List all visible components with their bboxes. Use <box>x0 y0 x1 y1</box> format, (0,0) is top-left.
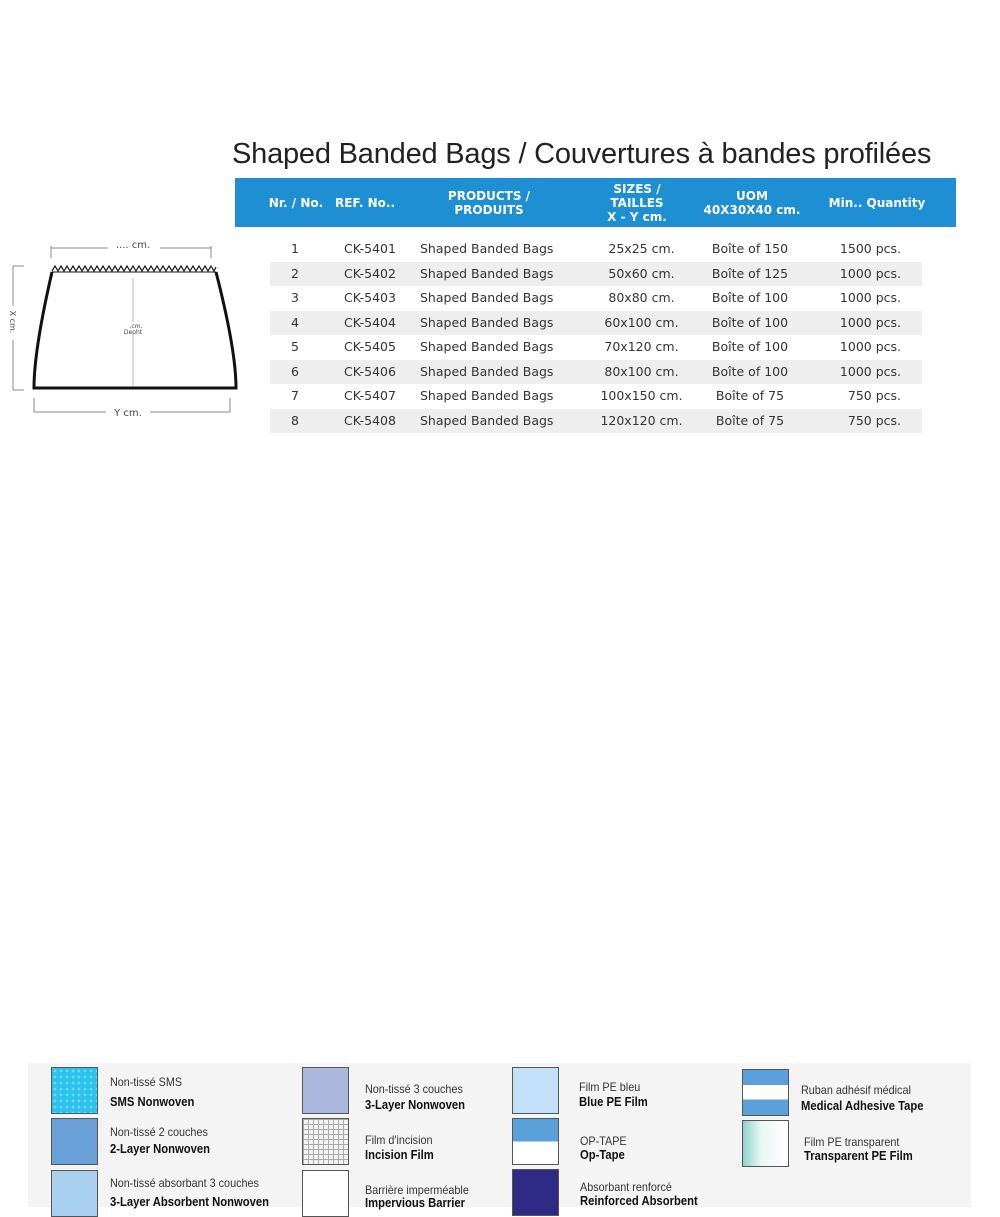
legend-label-fr: Absorbant renforcé <box>580 1180 672 1194</box>
cell-uom: Boîte of 75 <box>715 388 785 403</box>
cell-ref: CK-5407 <box>344 388 396 403</box>
cell-uom: Boîte of 150 <box>711 241 789 256</box>
side-dimension-label: X cm. <box>8 310 17 334</box>
cell-ref: CK-5406 <box>344 363 396 379</box>
cell-quantity: 1000 pcs. <box>839 314 901 330</box>
cell-quantity: 750 pcs. <box>847 412 901 428</box>
cell-ref: CK-5405 <box>344 339 396 354</box>
cell-nr: 1 <box>291 241 299 256</box>
cell-product: Shaped Banded Bags <box>420 363 554 379</box>
legend-label-fr: Non-tissé SMS <box>110 1075 183 1089</box>
op-tape-swatch <box>512 1118 559 1165</box>
depth-label: Depht <box>123 329 143 336</box>
cell-ref: CK-5404 <box>344 314 396 330</box>
cell-nr: 3 <box>291 290 299 305</box>
table-row <box>270 311 922 336</box>
cell-size: 80x80 cm. <box>608 290 675 305</box>
legend-label-fr: Ruban adhésif médical <box>801 1083 911 1097</box>
cell-nr: 4 <box>291 314 299 330</box>
cell-quantity: 1000 pcs. <box>839 290 901 305</box>
bag-outline-illustration <box>8 240 248 420</box>
cell-product: Shaped Banded Bags <box>420 265 554 281</box>
cell-size: 120x120 cm. <box>600 412 683 428</box>
cell-nr: 8 <box>291 412 299 428</box>
legend-label-en: Blue PE Film <box>579 1095 648 1109</box>
legend-label-en: Op-Tape <box>580 1148 625 1162</box>
legend-label-fr: Film PE transparent <box>804 1135 900 1149</box>
cell-nr: 5 <box>291 339 299 354</box>
three-layer-nonwoven-swatch <box>302 1067 349 1114</box>
depth-label-unit: .cm. <box>129 323 143 330</box>
cell-uom: Boîte of 125 <box>711 265 789 281</box>
header-uom: UOM 40X30X40 cm. <box>703 188 801 217</box>
legend-label-fr: Non-tissé 3 couches <box>365 1082 463 1096</box>
product-diagram <box>8 240 248 420</box>
cell-uom: Boîte of 100 <box>711 339 789 354</box>
legend-label-en: Medical Adhesive Tape <box>801 1099 924 1113</box>
incision-film-swatch <box>302 1118 349 1165</box>
legend-label-en: Reinforced Absorbent <box>580 1194 698 1208</box>
material-legend <box>28 1063 971 1210</box>
legend-label-fr: Film PE bleu <box>579 1080 641 1094</box>
transparent-pe-film-swatch <box>742 1120 789 1167</box>
legend-label-fr: Film d'incision <box>365 1133 433 1147</box>
cell-size: 50x60 cm. <box>608 265 675 281</box>
table-row <box>270 335 922 360</box>
header-ref: REF. No.. <box>334 195 395 210</box>
legend-label-en: 3-Layer Absorbent Nonwoven <box>110 1195 269 1209</box>
table-row <box>270 360 922 385</box>
cell-uom: Boîte of 100 <box>711 290 789 305</box>
table-header <box>235 178 956 227</box>
page-title: Shaped Banded Bags / Couvertures à bandes profilées <box>232 138 932 170</box>
cell-ref: CK-5401 <box>344 241 396 256</box>
cell-nr: 7 <box>291 388 299 403</box>
cell-size: 25x25 cm. <box>608 241 675 256</box>
legend-label-en: Impervious Barrier <box>365 1196 466 1210</box>
legend-label-en: Transparent PE Film <box>804 1149 913 1163</box>
table-row <box>270 262 922 287</box>
two-layer-nonwoven-swatch <box>51 1118 98 1165</box>
header-nr: Nr. / No. <box>268 195 324 210</box>
cell-uom: Boîte of 100 <box>711 314 789 330</box>
cell-ref: CK-5408 <box>344 412 396 428</box>
absorbent-nonwoven-swatch <box>51 1170 98 1217</box>
cell-quantity: 1000 pcs. <box>839 363 901 379</box>
header-products: PRODUCTS / PRODUITS <box>447 188 531 217</box>
bottom-dimension-label: Y cm. <box>114 408 142 419</box>
legend-label-fr: Non-tissé 2 couches <box>110 1125 208 1139</box>
cell-size: 100x150 cm. <box>600 388 683 403</box>
legend-label-en: SMS Nonwoven <box>110 1095 195 1109</box>
cell-quantity: 1000 pcs. <box>839 265 901 281</box>
cell-product: Shaped Banded Bags <box>420 290 554 305</box>
legend-label-fr: Non-tissé absorbant 3 couches <box>110 1176 259 1190</box>
cell-nr: 6 <box>291 363 299 379</box>
sms-nonwoven-swatch <box>51 1067 98 1114</box>
cell-size: 70x120 cm. <box>604 339 679 354</box>
cell-product: Shaped Banded Bags <box>420 412 554 428</box>
table-row <box>270 286 922 311</box>
medical-adhesive-tape-swatch <box>742 1069 789 1116</box>
top-dimension-label: .... cm. <box>115 240 151 251</box>
legend-label-fr: Barrière imperméable <box>365 1183 469 1197</box>
legend-label-en: 3-Layer Nonwoven <box>365 1098 466 1112</box>
table-row <box>270 237 922 262</box>
cell-quantity: 1000 pcs. <box>839 339 901 354</box>
reinforced-absorbent-swatch <box>512 1169 559 1216</box>
cell-nr: 2 <box>291 265 299 281</box>
cell-size: 80x100 cm. <box>604 363 679 379</box>
cell-size: 60x100 cm. <box>604 314 679 330</box>
cell-product: Shaped Banded Bags <box>420 314 554 330</box>
table-body <box>270 237 922 433</box>
cell-uom: Boîte of 75 <box>715 412 785 428</box>
legend-label-fr: OP-TAPE <box>580 1134 627 1148</box>
cell-ref: CK-5402 <box>344 265 396 281</box>
cell-quantity: 750 pcs. <box>847 388 901 403</box>
legend-label-en: Incision Film <box>365 1148 434 1162</box>
legend-label-en: 2-Layer Nonwoven <box>110 1142 211 1156</box>
cell-quantity: 1500 pcs. <box>839 241 901 256</box>
blue-pe-film-swatch <box>512 1067 559 1114</box>
cell-uom: Boîte of 100 <box>711 363 789 379</box>
cell-product: Shaped Banded Bags <box>420 241 554 256</box>
header-sizes: SIZES / TAILLES X - Y cm. <box>607 181 667 224</box>
table-row <box>270 384 922 409</box>
cell-product: Shaped Banded Bags <box>420 388 554 403</box>
impervious-barrier-swatch <box>302 1170 349 1217</box>
cell-product: Shaped Banded Bags <box>420 339 554 354</box>
cell-ref: CK-5403 <box>344 290 396 305</box>
header-quantity: Min.. Quantity <box>828 195 926 210</box>
table-row <box>270 409 922 434</box>
